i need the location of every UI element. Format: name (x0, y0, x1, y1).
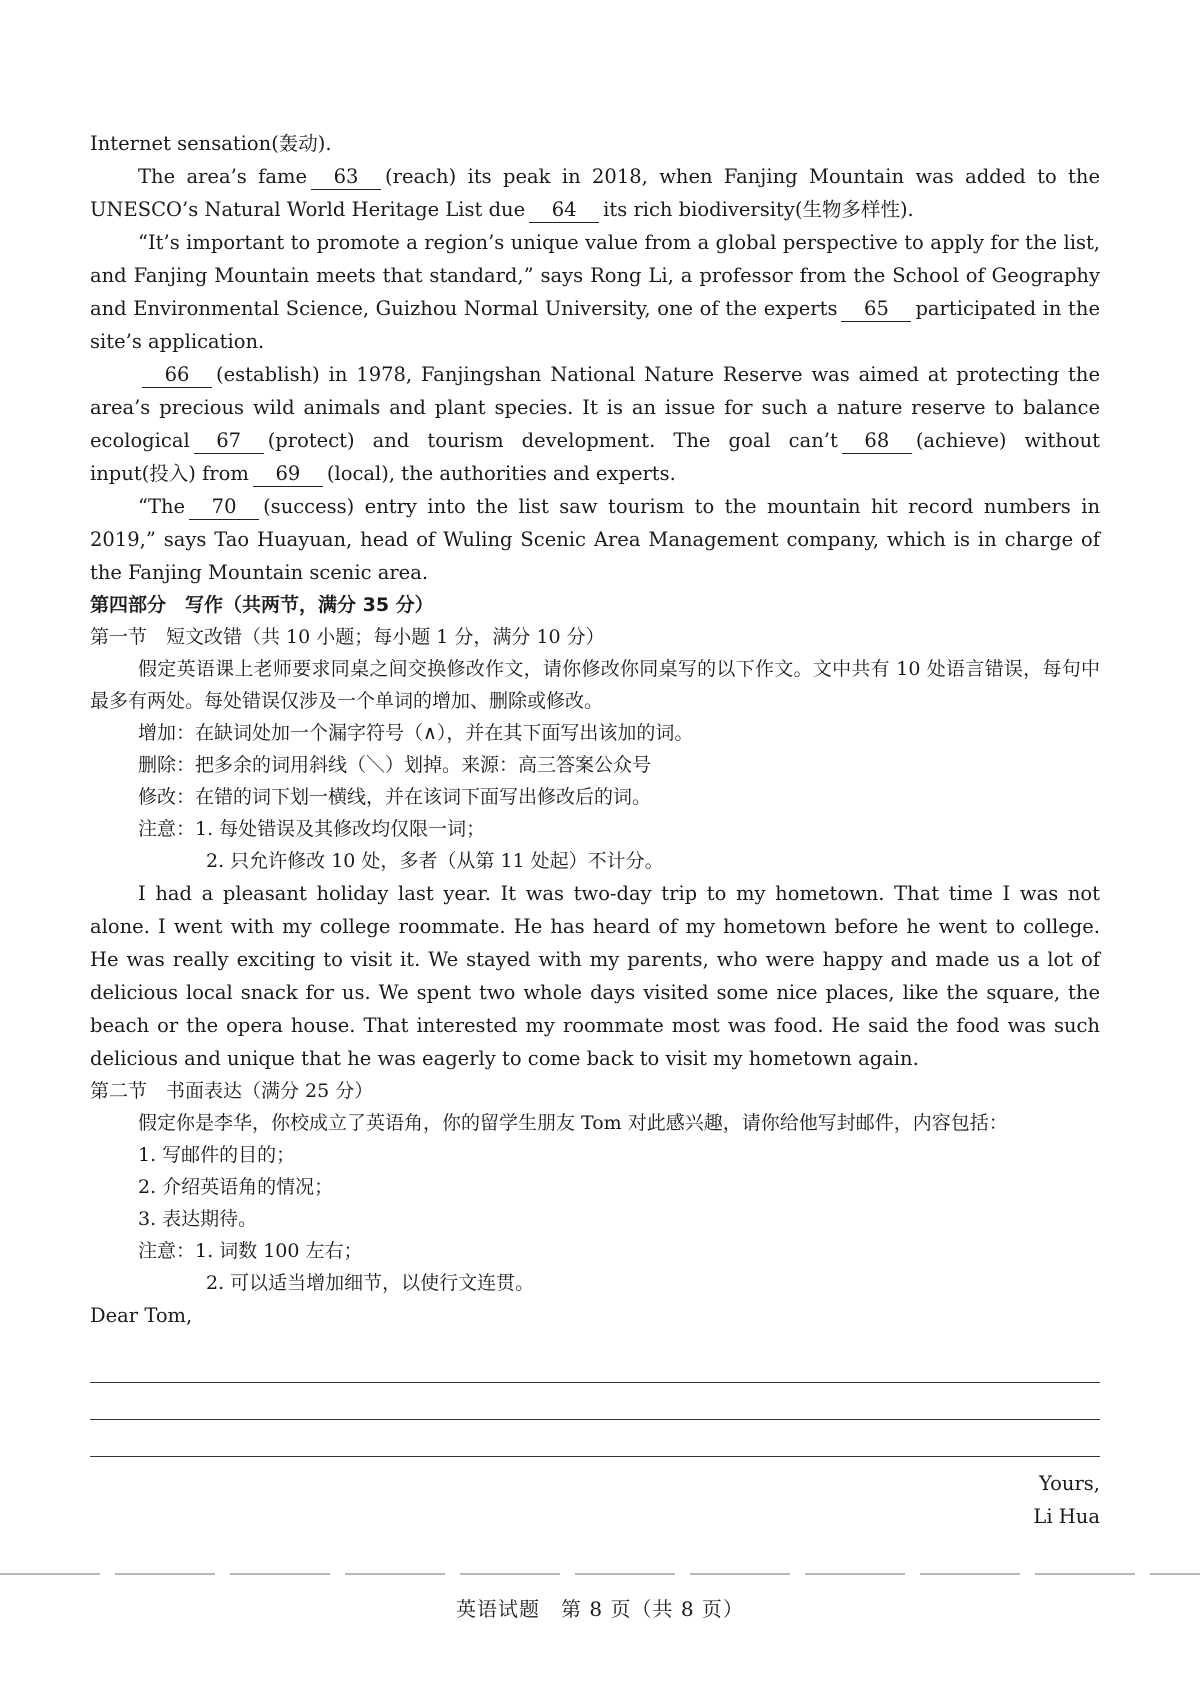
writing-note-1: 注意：1. 词数 100 左右； (138, 1240, 363, 1262)
blank-64[interactable]: 64 (529, 198, 599, 223)
writing-item-3: 3. 表达期待。 (138, 1208, 258, 1230)
letter-signature-block (90, 1467, 1100, 1533)
page-content (90, 127, 1100, 1533)
passage-paragraph-0: Internet sensation(轰动). (90, 132, 332, 155)
page-footer: 英语试题 第 8 页（共 8 页） (456, 1597, 744, 1621)
blank-63[interactable]: 63 (311, 165, 381, 190)
note-one: 注意：1. 每处错误及其修改均仅限一词； (138, 818, 486, 840)
letter-signature: Li Hua (1033, 1505, 1100, 1528)
writing-line[interactable] (90, 1383, 1100, 1420)
blank-69[interactable]: 69 (253, 462, 323, 487)
blank-67[interactable]: 67 (194, 429, 264, 454)
passage-paragraph-4: “The 70 (success) entry into the list saw tourism to the mountain hit record numbers in 2019,” says Tao Huayuan, head of Wuling Scenic Area Management company, which is in charge of the Fanjing Mountain scenic area. (90, 495, 1100, 584)
rule-modify: 修改：在错的词下划一横线，并在该词下面写出修改后的词。 (138, 786, 652, 808)
passage-paragraph-2: “It’s important to promote a region’s unique value from a global perspective to apply for the list, and Fanjing Mountain meets that standard,” says Rong Li, a professor from the School of Geography and Environmental Science, Guizhou Normal University, one of the experts 65 participated in the site’s application. (90, 231, 1100, 353)
note-two: 2. 只允许修改 10 处，多者（从第 11 处起）不计分。 (206, 850, 664, 872)
writing-line[interactable] (90, 1420, 1100, 1457)
blank-66[interactable]: 66 (142, 363, 212, 388)
section-two-instructions: 假定你是李华，你校成立了英语角，你的留学生朋友 Tom 对此感兴趣，请你给他写封邮件，内容包括： (138, 1112, 1008, 1134)
writing-area[interactable] (90, 1346, 1100, 1457)
rule-add: 增加：在缺词处加一个漏字符号（∧），并在其下面写出该加的词。 (138, 722, 694, 744)
section-one-instructions: 假定英语课上老师要求同桌之间交换修改作文，请你修改你同桌写的以下作文。文中共有 10 处语言错误，每句中最多有两处。每处错误仅涉及一个单词的增加、删除或修改。 (90, 658, 1100, 712)
passage-paragraph-3: 66 (establish) in 1978, Fanjingshan National Nature Reserve was aimed at protecting the area’s precious wild animals and plant species. It is an issue for such a nature reserve to balance ecological 67 (protect) and tourism development. The goal can’t 68 (achieve) without input(投入) from 69 (local), the authorities and experts. (90, 363, 1101, 485)
blank-68[interactable]: 68 (842, 429, 912, 454)
section-two-title: 第二节 书面表达（满分 25 分） (90, 1080, 374, 1102)
section-one-title: 第一节 短文改错（共 10 小题；每小题 1 分，满分 10 分） (90, 626, 605, 648)
writing-item-2: 2. 介绍英语角的情况； (138, 1176, 334, 1198)
part-four-heading: 第四部分 写作（共两节，满分 35 分） (90, 594, 434, 616)
rule-delete: 删除：把多余的词用斜线（＼）划掉。来源：高三答案公众号 (138, 754, 652, 776)
blank-65[interactable]: 65 (841, 297, 911, 322)
letter-closing: Yours, (1038, 1472, 1100, 1495)
page-divider (0, 1573, 1200, 1575)
proofreading-essay[interactable]: I had a pleasant holiday last year. It was two-day trip to my hometown. That time I was not alone. I went with my college roommate. He has heard of my hometown before he went to college. He was really exciting to visit it. We stayed with my parents, who were happy and made us a lot of delicious local snack for us. We spent two whole days visited some nice places, like the square, the beach or the opera house. That interested my roommate most was food. He said the food was such delicious and unique that he was eagerly to come back to visit my hometown again. (90, 882, 1100, 1070)
passage-paragraph-1: The area’s fame 63 (reach) its peak in 2018, when Fanjing Mountain was added to the UNESCO’s Natural World Heritage List due 64 its rich biodiversity(生物多样性). (90, 165, 1100, 221)
letter-salutation: Dear Tom, (90, 1304, 193, 1327)
writing-note-2: 2. 可以适当增加细节，以使行文连贯。 (206, 1272, 535, 1294)
writing-item-1: 1. 写邮件的目的； (138, 1144, 296, 1166)
blank-70[interactable]: 70 (189, 495, 259, 520)
writing-line[interactable] (90, 1346, 1100, 1383)
